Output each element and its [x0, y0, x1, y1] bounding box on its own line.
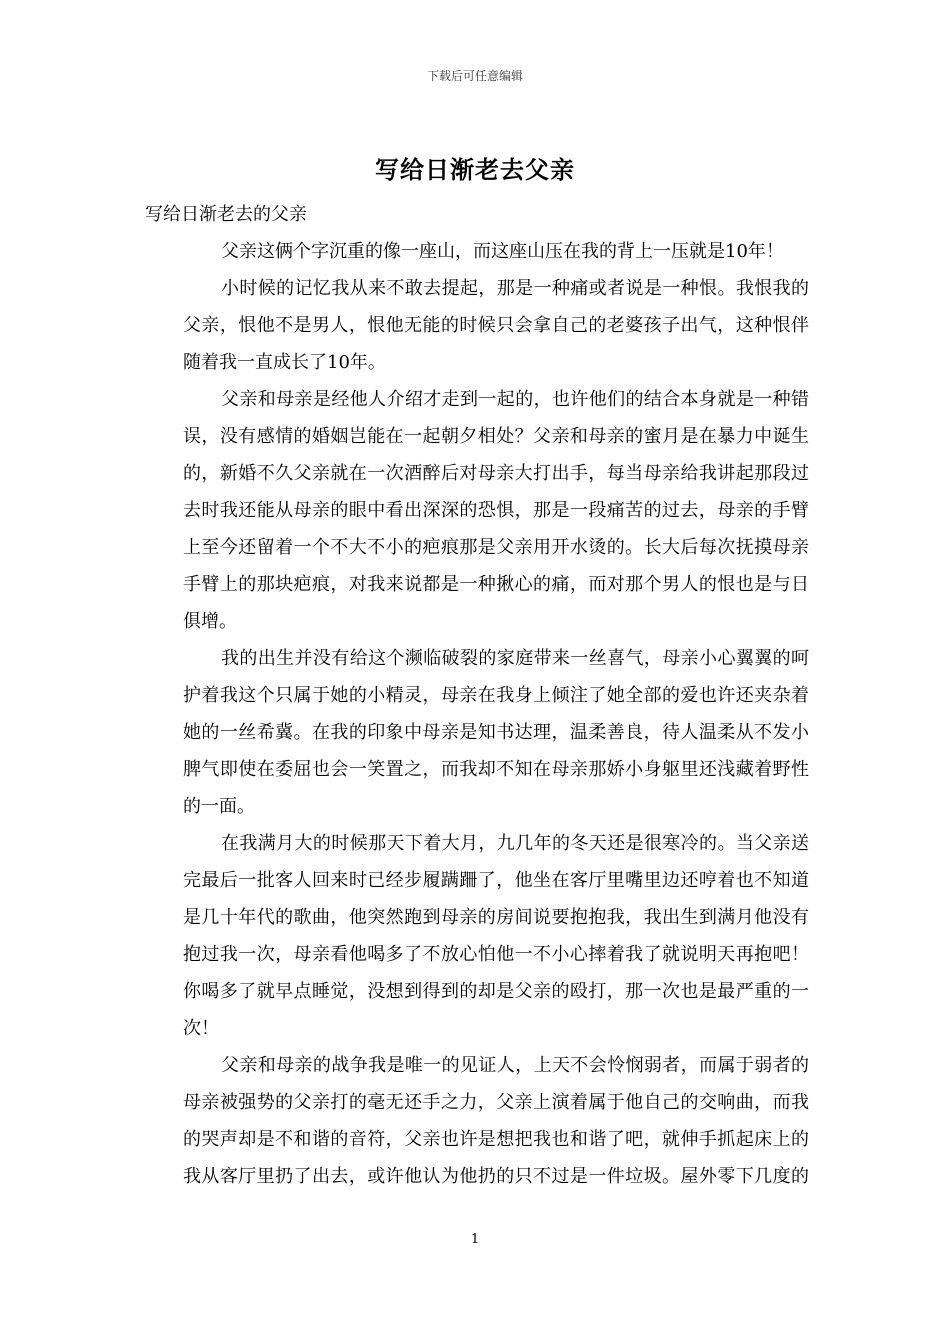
- paragraph-line: 父亲，恨他不是男人，恨他无能的时候只会拿自己的老婆孩子出气，这种恨伴: [183, 315, 809, 336]
- header-note: 下载后可任意编辑: [426, 69, 523, 83]
- paragraph-line: 护着我这个只属于她的小精灵，母亲在我身上倾注了她全部的爱也许还夹杂着: [183, 685, 809, 706]
- paragraph-line: 脾气即使在委屈也会一笑置之，而我却不知在母亲那娇小身躯里还浅藏着野性: [183, 759, 809, 780]
- paragraph-line: 我从客厅里扔了出去，或许他认为他扔的只不过是一件垃圾。屋外零下几度的: [183, 1166, 809, 1187]
- paragraph-line: 父亲这俩个字沉重的像一座山，而这座山压在我的背上一压就是10年！: [221, 241, 784, 262]
- paragraph-line: 她的一丝希冀。在我的印象中母亲是知书达理，温柔善良，待人温柔从不发小: [183, 722, 809, 743]
- paragraph-2: [145, 270, 809, 381]
- paragraph-5: [145, 825, 809, 1047]
- document-body: [145, 196, 809, 1195]
- paragraph-line: 上至今还留着一个不大不小的疤痕那是父亲用开水烫的。长大后每次抚摸母亲: [183, 537, 809, 558]
- paragraph-line: 我的出生并没有给这个濒临破裂的家庭带来一丝喜气，母亲小心翼翼的呵: [221, 648, 809, 669]
- paragraph-line: 你喝多了就早点睡觉，没想到得到的却是父亲的殴打，那一次也是最严重的一: [183, 981, 809, 1002]
- paragraph-3: [145, 381, 809, 640]
- paragraph-line: 随着我一直成长了10年。: [183, 352, 386, 373]
- paragraph-line: 抱过我一次，母亲看他喝多了不放心怕他一不小心摔着我了就说明天再抱吧！: [183, 944, 809, 965]
- paragraph-line: 的一面。: [183, 796, 255, 817]
- paragraph-line: 父亲和母亲的战争我是唯一的见证人，上天不会怜悯弱者，而属于弱者的: [221, 1055, 809, 1076]
- paragraph-line: 在我满月大的时候那天下着大月，九几年的冬天还是很寒冷的。当父亲送: [221, 833, 809, 854]
- paragraph-1: [145, 233, 809, 270]
- paragraph-line: 手臂上的那块疤痕，对我来说都是一种揪心的痛，而对那个男人的恨也是与日: [183, 574, 809, 595]
- document-subtitle: 写给日渐老去的父亲: [145, 204, 307, 225]
- paragraph-line: 俱增。: [183, 611, 237, 632]
- document-title: 写给日渐老去父亲: [375, 155, 575, 184]
- paragraph-4: [145, 640, 809, 825]
- paragraph-line: 小时候的记忆我从来不敢去提起，那是一种痛或者说是一种恨。我恨我的: [221, 278, 809, 299]
- paragraph-line: 误，没有感情的婚姻岂能在一起朝夕相处？父亲和母亲的蜜月是在暴力中诞生: [183, 426, 809, 447]
- paragraph-line: 母亲被强势的父亲打的毫无还手之力，父亲上演着属于他自己的交响曲，而我: [183, 1092, 809, 1113]
- paragraph-line: 去时我还能从母亲的眼中看出深深的恐惧，那是一段痛苦的过去，母亲的手臂: [183, 500, 809, 521]
- paragraph-line: 完最后一批客人回来时已经步履蹒跚了，他坐在客厅里嘴里边还哼着也不知道: [183, 870, 809, 891]
- paragraph-line: 次！: [183, 1018, 219, 1039]
- paragraph-6: [145, 1047, 809, 1195]
- page-number: 1: [470, 1232, 480, 1247]
- paragraph-line: 的，新婚不久父亲就在一次酒醉后对母亲大打出手，每当母亲给我讲起那段过: [183, 463, 809, 484]
- paragraph-line: 是几十年代的歌曲，他突然跑到母亲的房间说要抱抱我，我出生到满月他没有: [183, 907, 809, 928]
- paragraph-line: 父亲和母亲是经他人介绍才走到一起的，也许他们的结合本身就是一种错: [221, 389, 809, 410]
- paragraph-line: 的哭声却是不和谐的音符，父亲也许是想把我也和谐了吧，就伸手抓起床上的: [183, 1129, 809, 1150]
